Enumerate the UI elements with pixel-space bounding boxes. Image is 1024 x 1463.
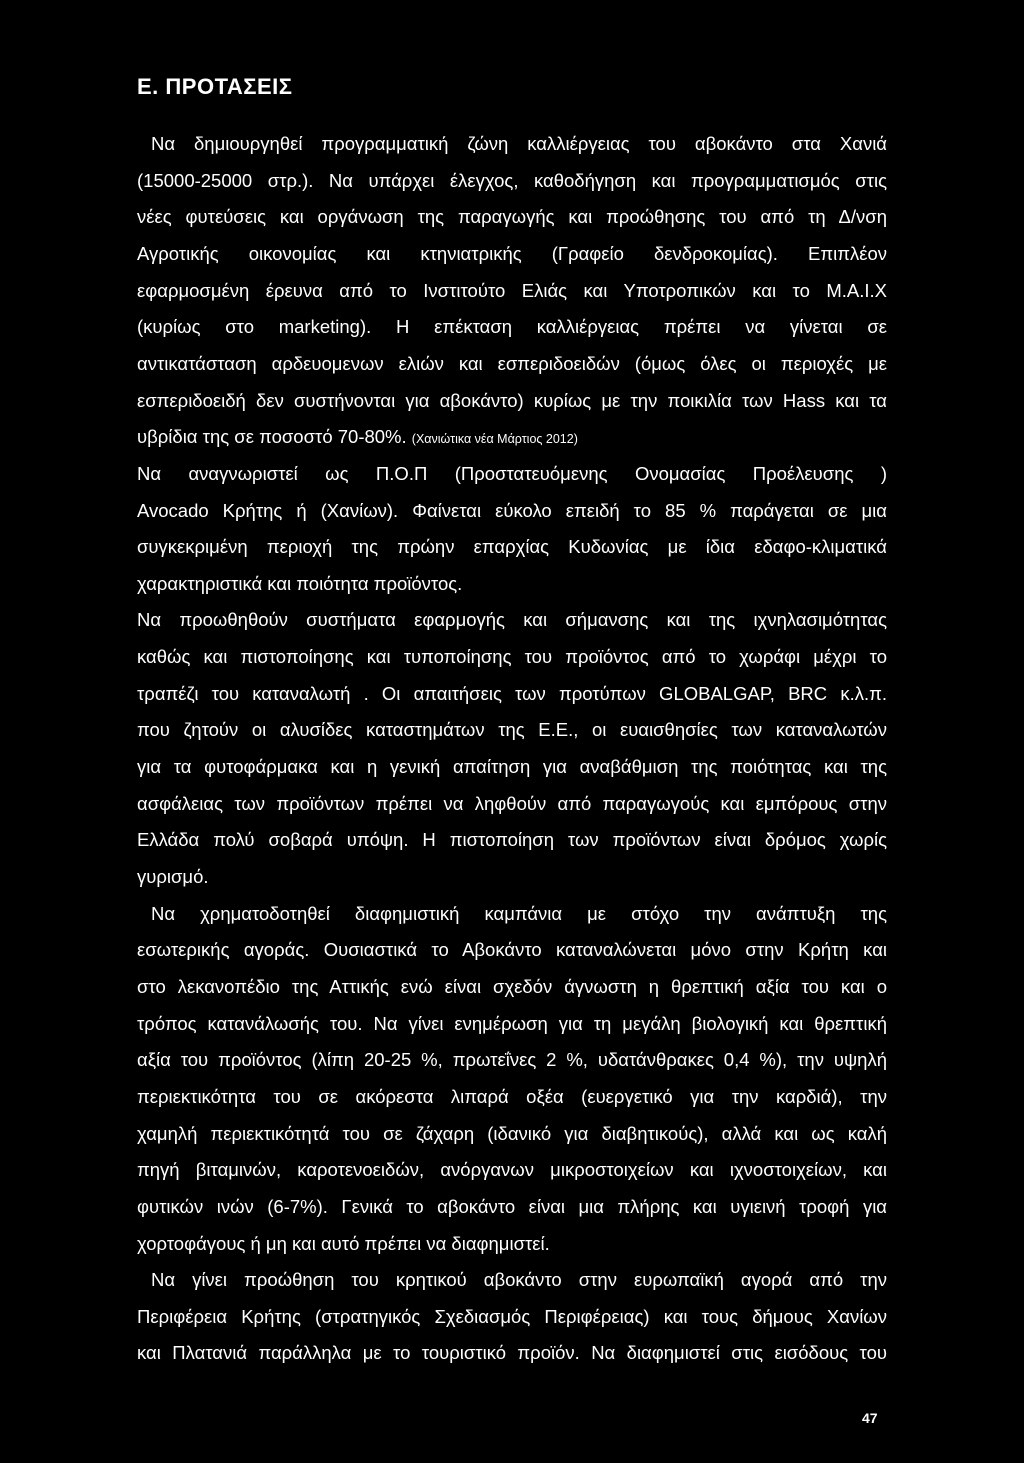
text-line-content: τραπέζι του καταναλωτή . Οι απαιτήσεις των προτύπων GLOBALGAP, BRC κ.λ.π. (137, 682, 887, 704)
text-line (137, 499, 887, 523)
text-line-content: συγκεκριμένη περιοχή της πρώην επαρχίας Κυδωνίας με ίδια εδαφο-κλιματικά (137, 536, 887, 558)
text-line (137, 169, 887, 193)
text-line (137, 279, 887, 303)
text-line (137, 682, 887, 706)
text-line-content: που ζητούν οι αλυσίδες καταστημάτων της Ε.Ε., οι ευαισθησίες των καταναλωτών (137, 719, 887, 741)
text-line (137, 1195, 887, 1219)
text-line-content: Ελλάδα πολύ σοβαρά υπόψη. Η πιστοποίηση των προϊόντων είναι δρόμος χωρίς (137, 829, 887, 851)
text-line-content: χαμηλή περιεκτικότητά του σε ζάχαρη (ιδανικό για διαβητικούς), αλλά και ως καλή (137, 1122, 887, 1144)
text-line (137, 608, 887, 632)
text-line-content: περιεκτικότητα του σε ακόρεστα λιπαρά οξέα (ευεργετικό για την καρδιά), την (137, 1085, 887, 1107)
text-line (137, 1158, 887, 1182)
text-line-content: φυτικών ινών (6-7%). Γενικά το αβοκάντο είναι μια πλήρης και υγιεινή τροφή για (137, 1195, 887, 1217)
text-line-content: νέες φυτεύσεις και οργάνωση της παραγωγής και προώθησης του από τη Δ/νση (137, 206, 887, 228)
text-line (137, 1341, 887, 1365)
text-line (137, 938, 887, 962)
text-line-content: (15000-25000 στρ.). Να υπάρχει έλεγχος, καθοδήγηση και προγραμματισμός στις (137, 169, 887, 191)
text-line-content: εφαρμοσμένη έρευνα από το Ινστιτούτο Ελιάς και Υποτροπικών και το Μ.Α.Ι.Χ (137, 279, 887, 301)
text-line (137, 975, 887, 999)
text-line-content: ασφάλειας των προϊόντων πρέπει να ληφθούν από παραγωγούς και εμπόρους στην (137, 792, 887, 814)
text-line (137, 425, 887, 451)
text-line (137, 315, 887, 339)
text-line (137, 462, 887, 486)
text-line (137, 1232, 887, 1256)
text-line (137, 1012, 887, 1036)
text-line-content: Avocado Κρήτης ή (Χανίων). Φαίνεται εύκολο επειδή το 85 % παράγεται σε μια (137, 499, 887, 521)
text-line (137, 645, 887, 669)
text-line (151, 902, 887, 926)
text-line (137, 1305, 887, 1329)
text-line (137, 205, 887, 229)
text-line-content: Να δημιουργηθεί προγραμματική ζώνη καλλιέργειας του αβοκάντο στα Χανιά (151, 133, 887, 154)
text-line-content: αξία του προϊόντος (λίπη 20-25 %, πρωτεΐνες 2 %, υδατάνθρακες 0,4 %), την υψηλή (137, 1049, 887, 1071)
text-line-content: πηγή βιταμινών, καροτενοειδών, ανόργανων μικροστοιχείων και ιχνοστοιχείων, και (137, 1159, 887, 1181)
text-line (137, 792, 887, 816)
text-line-content: εσωτερικής αγοράς. Ουσιαστικά το Αβοκάντο καταναλώνεται μόνο στην Κρήτη και (137, 939, 887, 961)
text-line (137, 572, 887, 596)
text-line (151, 132, 887, 156)
text-line (137, 242, 887, 266)
text-line-content: Να αναγνωριστεί ως Π.Ο.Π (Προστατευόμενης Ονομασίας Προέλευσης ) (137, 462, 887, 484)
text-line-content: και Πλατανιά παράλληλα με το τουριστικό προϊόν. Να διαφημιστεί στις εισόδους του (137, 1342, 887, 1364)
text-line-content: Περιφέρεια Κρήτης (στρατηγικός Σχεδιασμός Περιφέρειας) και τους δήμους Χανίων (137, 1305, 887, 1327)
text-line (137, 1122, 887, 1146)
text-line-content: Αγροτικής οικονομίας και κτηνιατρικής (Γραφείο δενδροκομίας). Επιπλέον (137, 242, 887, 264)
text-line (137, 828, 887, 852)
text-line-content: χαρακτηριστικά και ποιότητα προϊόντος. (137, 572, 463, 594)
text-line (137, 535, 887, 559)
text-line (137, 1048, 887, 1072)
text-line (137, 1085, 887, 1109)
text-line-content: Να γίνει προώθηση του κρητικού αβοκάντο στην ευρωπαϊκή αγορά από την (151, 1269, 887, 1291)
text-line-content: γυρισμό. (137, 866, 209, 887)
text-line-content: για τα φυτοφάρμακα και η γενική απαίτηση για αναβάθμιση της ποιότητας και της (137, 756, 887, 778)
text-line-content: χορτοφάγους ή μη και αυτό πρέπει να διαφημιστεί. (137, 1232, 550, 1254)
text-line-content: Να προωθηθούν συστήματα εφαρμογής και σήμανσης και της ιχνηλασιμότητας (137, 609, 887, 631)
text-line (137, 389, 887, 413)
text-line (137, 865, 887, 889)
text-line-content: αντικατάσταση αρδευομενων ελιών και εσπεριδοειδών (όμως όλες οι περιοχές με (137, 352, 887, 374)
text-line-content: καθώς και πιστοποίησης και τυποποίησης του προϊόντος από το χωράφι μέχρι το (137, 646, 887, 668)
text-line-content: τρόπος κατανάλωσής του. Να γίνει ενημέρωση για τη μεγάλη βιολογική και θρεπτική (137, 1012, 887, 1034)
citation: (Χανιώτικα νέα Μάρτιος 2012) (411, 432, 578, 447)
text-line-content: στο λεκανοπέδιο της Αττικής ενώ είναι σχεδόν άγνωστη η θρεπτική αξία του και ο (137, 975, 887, 997)
section-heading: Ε. ΠΡΟΤΑΣΕΙΣ (137, 74, 293, 99)
text-line (137, 352, 887, 376)
text-line-content: εσπεριδοειδή δεν συστήνονται για αβοκάντο) κυρίως με την ποικιλία των Hass και τα (137, 389, 887, 411)
text-line (137, 755, 887, 779)
text-line (151, 1268, 887, 1292)
page-number: 47 (862, 1410, 878, 1426)
text-line-content: (κυρίως στο marketing). Η επέκταση καλλιέργειας πρέπει να γίνεται σε (137, 316, 887, 338)
text-line (137, 718, 887, 742)
text-line-content: υβρίδια της σε ποσοστό 70-80%. (137, 426, 407, 448)
text-line-content: Να χρηματοδοτηθεί διαφημιστική καμπάνια με στόχο την ανάπτυξη της (151, 902, 887, 924)
